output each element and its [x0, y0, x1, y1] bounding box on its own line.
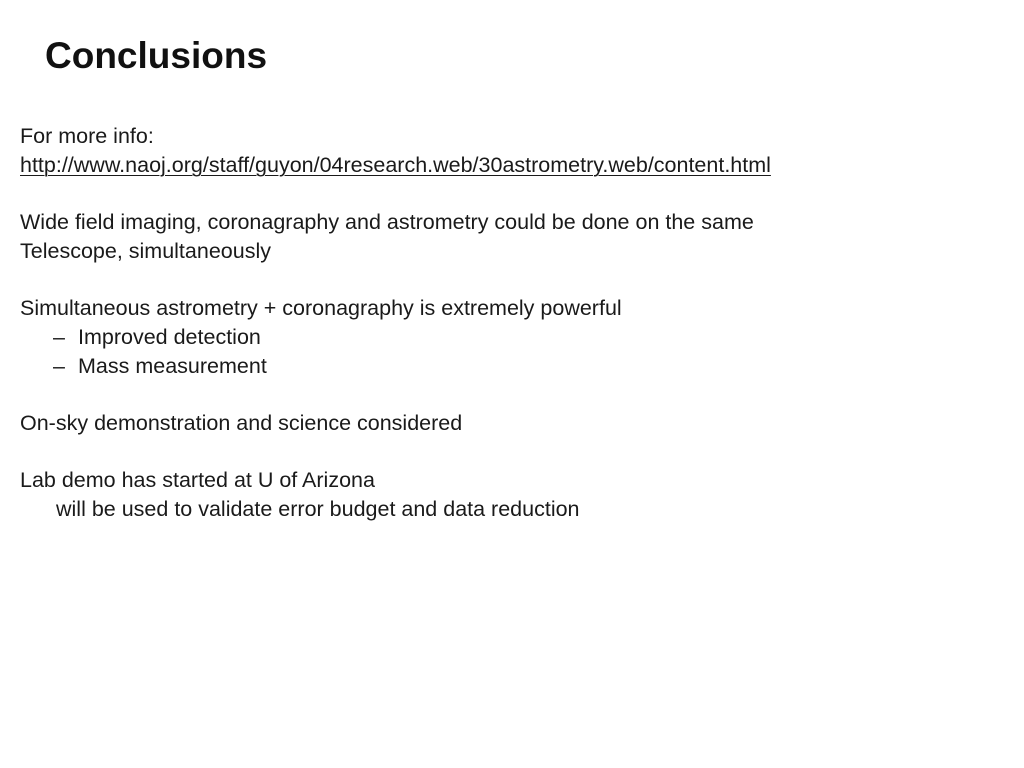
bullet-text: Mass measurement: [78, 354, 267, 378]
paragraph-3: On-sky demonstration and science considered: [20, 411, 463, 435]
slide-body: [20, 122, 1010, 524]
spacer: [20, 438, 1010, 466]
paragraph-2-lead: Simultaneous astrometry + coronagraphy is extremely powerful: [20, 296, 622, 320]
spacer: [20, 381, 1010, 409]
dash-icon: –: [53, 325, 65, 349]
bullet-text: Improved detection: [78, 325, 261, 349]
paragraph-1-line-1: Wide field imaging, coronagraphy and astrometry could be done on the same: [20, 210, 754, 234]
spacer: [20, 266, 1010, 294]
page-title: Conclusions: [45, 35, 268, 76]
paragraph-4-continuation: will be used to validate error budget and data reduction: [56, 497, 580, 521]
info-link-line: [20, 151, 1010, 180]
dash-icon: –: [53, 354, 65, 378]
info-label: For more info:: [20, 124, 154, 148]
info-link[interactable]: http://www.naoj.org/staff/guyon/04research.web/30astrometry.web/content.html: [20, 153, 771, 177]
spacer: [20, 180, 1010, 208]
bullet-item: [20, 323, 1010, 352]
paragraph-4-lead: Lab demo has started at U of Arizona: [20, 468, 375, 492]
bullet-item: [20, 352, 1010, 381]
paragraph-1-line-2: Telescope, simultaneously: [20, 239, 271, 263]
